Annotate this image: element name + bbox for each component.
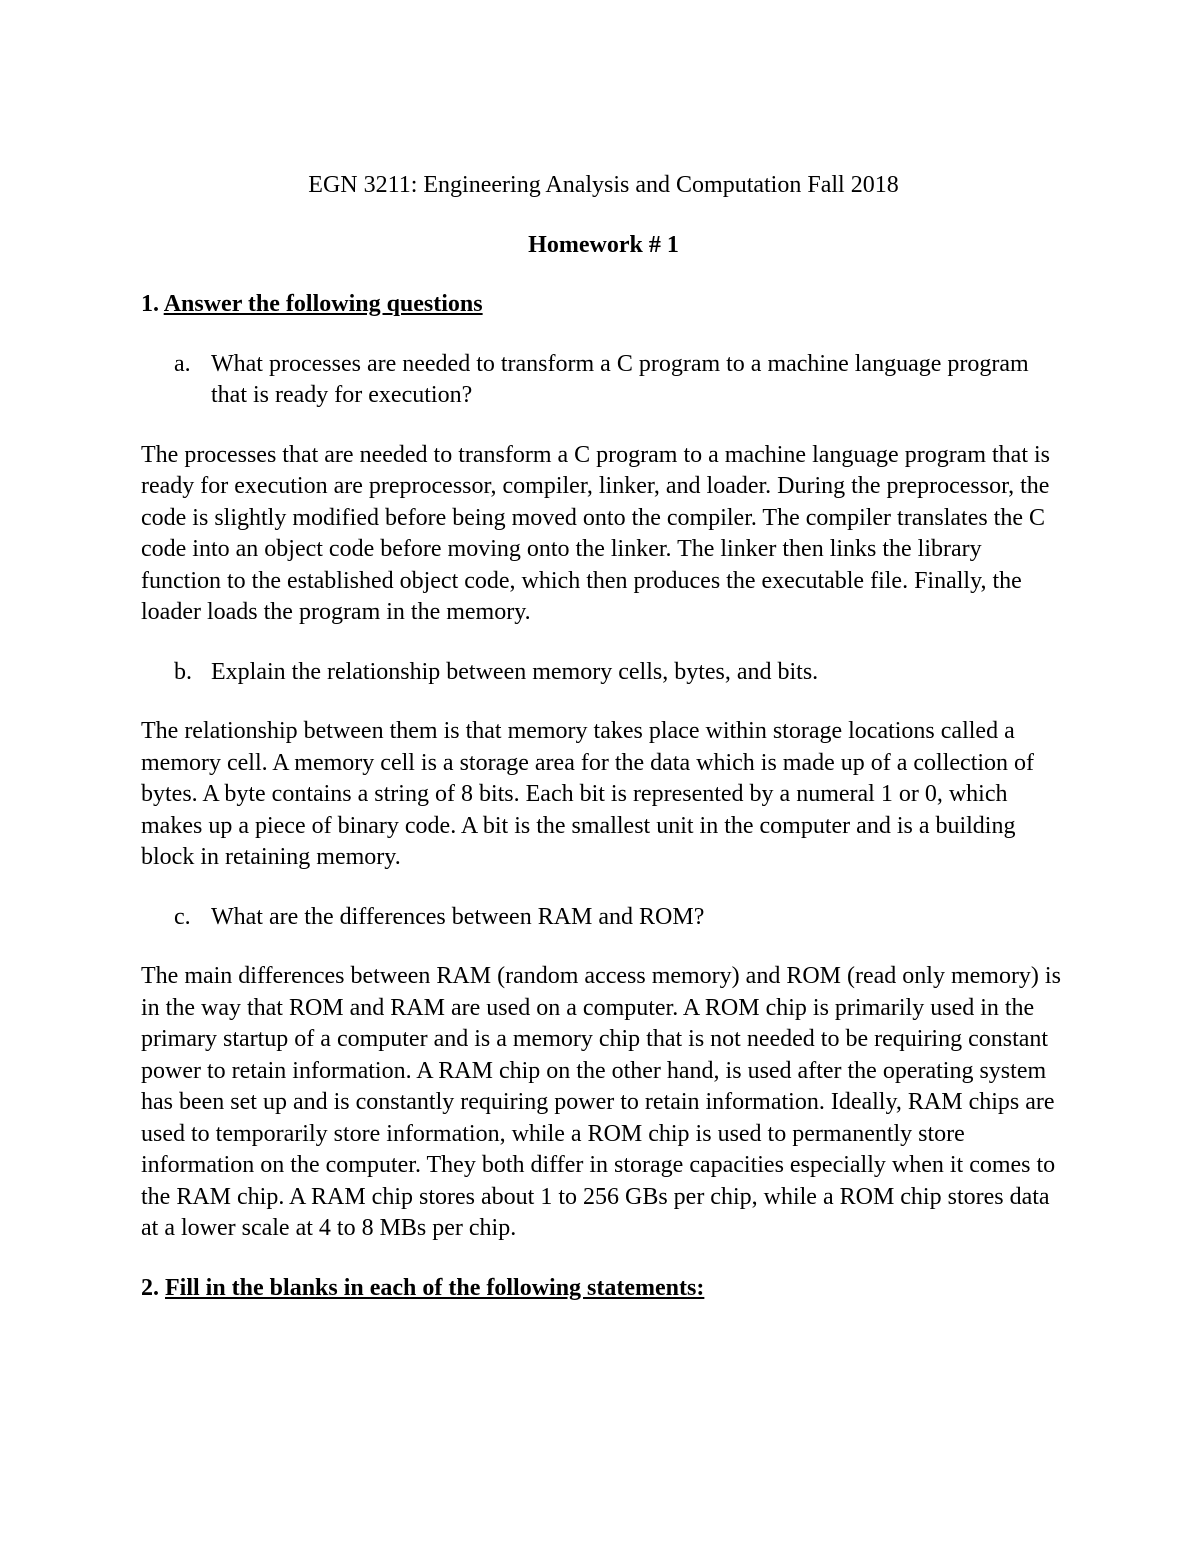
answer-a: The processes that are needed to transform a C program to a machine language program that is ready for execution are preprocessor, compiler, linker, and loader. During the preprocessor, the code is slightly modified before being moved onto the compiler. The compiler translates the C code into an object code before moving onto the linker. The linker then links the library function to the established object code, which then produces the executable file. Finally, the loader loads the program in the memory. xyxy=(141,441,1050,625)
section-1-number: 1. xyxy=(141,291,159,317)
section-2-number: 2. xyxy=(141,1274,159,1301)
course-header: EGN 3211: Engineering Analysis and Computation Fall 2018 xyxy=(308,172,899,198)
question-a-text: What processes are needed to transform a C program to a machine language program that is ready for execution? xyxy=(211,350,1029,408)
question-b xyxy=(141,657,1066,689)
section-1-heading-text: Answer the following questions xyxy=(163,291,483,317)
answer-b: The relationship between them is that memory takes place within storage locations called a memory cell. A memory cell is a storage area for the data which is made up of a collection of bytes. A byte contains a string of 8 bits. Each bit is represented by a numeral 1 or 0, which makes up a piece of binary code. A bit is the smallest unit in the computer and is a building block in retaining memory. xyxy=(141,718,1035,870)
question-c xyxy=(141,902,1066,934)
question-c-letter: c. xyxy=(174,903,191,930)
question-a-letter: a. xyxy=(174,350,191,377)
question-b-letter: b. xyxy=(174,658,192,685)
question-b-text: Explain the relationship between memory cells, bytes, and bits. xyxy=(211,658,819,685)
question-a xyxy=(141,349,1066,412)
answer-c: The main differences between RAM (random access memory) and ROM (read only memory) is in the way that ROM and RAM are used on a computer. A ROM chip is primarily used in the primary startup of a computer and is a memory chip that is not needed to be requiring constant power to retain information. A RAM chip on the other hand, is used after the operating system has been set up and is constantly requiring power to retain information. Ideally, RAM chips are used to temporarily store information, while a ROM chip is used to permanently store information on the computer. They both differ in storage capacities especially when it comes to the RAM chip. A RAM chip stores about 1 to 256 GBs per chip, while a ROM chip stores data at a lower scale at 4 to 8 MBs per chip. xyxy=(141,963,1061,1241)
section-2-heading xyxy=(141,1273,1066,1305)
section-2-heading-text: Fill in the blanks in each of the following statements: xyxy=(165,1274,705,1301)
section-1-heading xyxy=(141,289,1066,321)
homework-title: Homework # 1 xyxy=(528,231,679,258)
question-c-text: What are the differences between RAM and ROM? xyxy=(211,903,705,930)
document-body xyxy=(141,170,1066,1304)
